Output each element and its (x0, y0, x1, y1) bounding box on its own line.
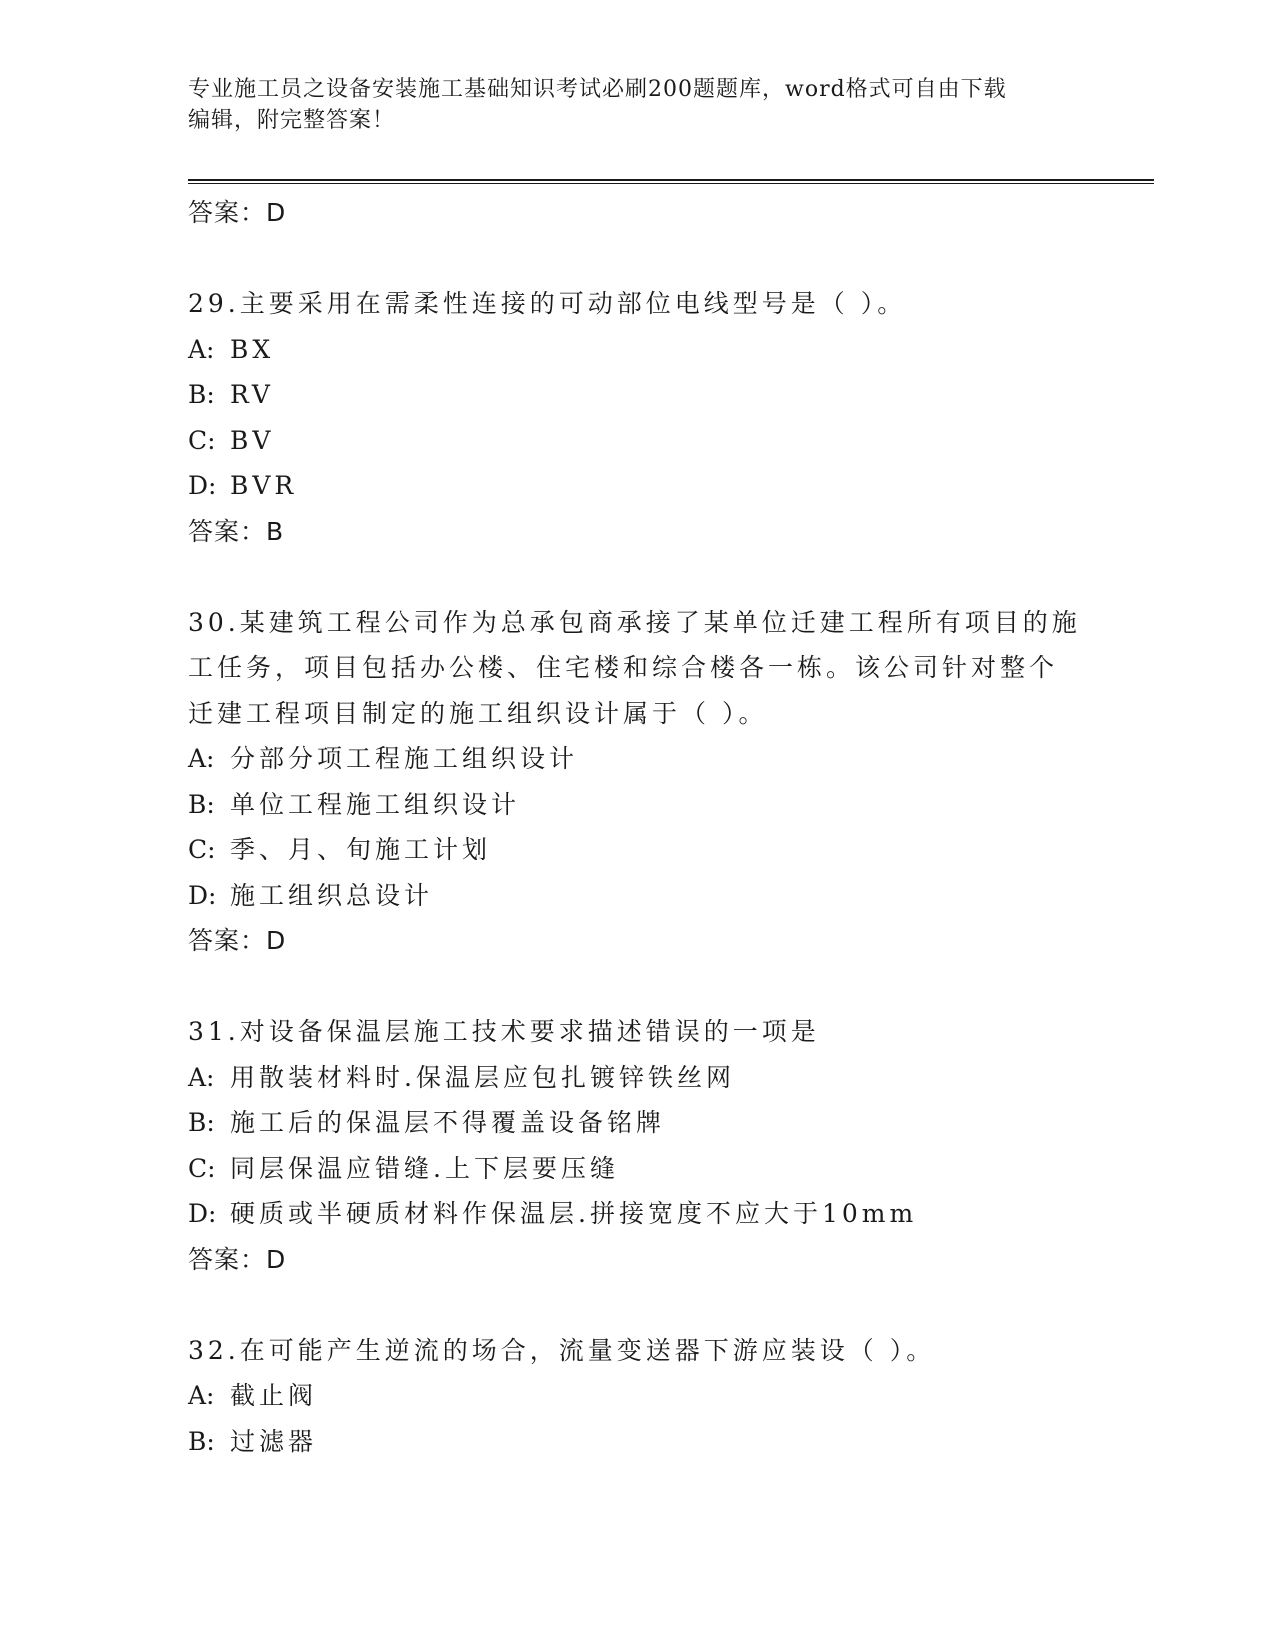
option-a (188, 1055, 1088, 1101)
option-d (188, 873, 1088, 919)
option-text: 施工后的保温层不得覆盖设备铭牌 (230, 1108, 666, 1137)
option-b (188, 372, 1088, 418)
option-label: D: (188, 1199, 217, 1228)
question-stem: 迁建工程项目制定的施工组织设计属于（ ）。 (188, 698, 768, 728)
option-text: BV (230, 425, 275, 455)
option-d (188, 463, 1088, 509)
question-30 (188, 600, 1088, 965)
spacer (188, 236, 1088, 281)
option-label: B: (188, 380, 215, 409)
option-label: A: (188, 334, 215, 364)
question-list (188, 190, 1088, 1464)
option-label: A: (188, 1381, 215, 1410)
spacer (188, 555, 1088, 600)
option-label: C: (188, 835, 216, 864)
option-text: BX (230, 334, 275, 364)
option-a (188, 736, 1088, 782)
option-text: 同层保温应错缝.上下层要压缝 (230, 1153, 619, 1183)
option-label: C: (188, 425, 216, 455)
header-title-line-1: 专业施工员之设备安装施工基础知识考试必刷200题题库，word格式可自由下载 (188, 77, 1007, 102)
option-label: D: (188, 471, 217, 500)
question-31 (188, 1009, 1088, 1283)
answer: 答案：D (188, 926, 287, 955)
header-divider-thin (188, 183, 1154, 184)
question-stem: 29.主要采用在需柔性连接的可动部位电线型号是（ ）。 (188, 289, 907, 318)
option-text: 过滤器 (230, 1426, 318, 1456)
question-stem: 30.某建筑工程公司作为总承包商承接了某单位迁建工程所有项目的施 (188, 607, 1081, 637)
answer: 答案：B (188, 516, 285, 546)
option-c (188, 1146, 1088, 1192)
option-label: B: (188, 789, 215, 819)
question-29 (188, 281, 1088, 555)
previous-question-answer: 答案：D (188, 198, 287, 227)
option-c (188, 827, 1088, 873)
option-label: D: (188, 880, 217, 910)
option-b (188, 782, 1088, 828)
option-text: 季、月、旬施工计划 (230, 835, 492, 864)
option-b (188, 1419, 1088, 1465)
option-text: 施工组织总设计 (230, 880, 434, 910)
option-text: RV (230, 380, 274, 409)
document-header (188, 74, 1088, 136)
question-32 (188, 1328, 1088, 1465)
question-stem: 工任务，项目包括办公楼、住宅楼和综合楼各一栋。该公司针对整个 (188, 653, 1059, 682)
option-a (188, 327, 1088, 373)
spacer (188, 964, 1088, 1009)
option-text: 单位工程施工组织设计 (230, 789, 521, 819)
option-b (188, 1100, 1088, 1146)
option-text: 分部分项工程施工组织设计 (230, 744, 579, 773)
option-label: B: (188, 1426, 215, 1456)
option-text: BVR (230, 471, 298, 500)
option-label: B: (188, 1108, 215, 1137)
question-stem: 32.在可能产生逆流的场合，流量变送器下游应装设（ ）。 (188, 1335, 936, 1365)
option-a (188, 1373, 1088, 1419)
option-label: A: (188, 744, 215, 773)
option-label: A: (188, 1062, 215, 1092)
header-divider-thick (188, 179, 1154, 181)
question-stem: 31.对设备保温层施工技术要求描述错误的一项是 (188, 1017, 820, 1046)
option-d (188, 1191, 1088, 1237)
answer: 答案：D (188, 1244, 287, 1274)
option-text: 截止阀 (230, 1381, 318, 1410)
spacer (188, 1283, 1088, 1328)
option-c (188, 418, 1088, 464)
header-title-line-2: 编辑，附完整答案！ (188, 108, 396, 133)
option-text: 硬质或半硬质材料作保温层.拼接宽度不应大于10mm (230, 1199, 918, 1228)
option-text: 用散装材料时.保温层应包扎镀锌铁丝网 (230, 1062, 735, 1092)
option-label: C: (188, 1153, 216, 1183)
